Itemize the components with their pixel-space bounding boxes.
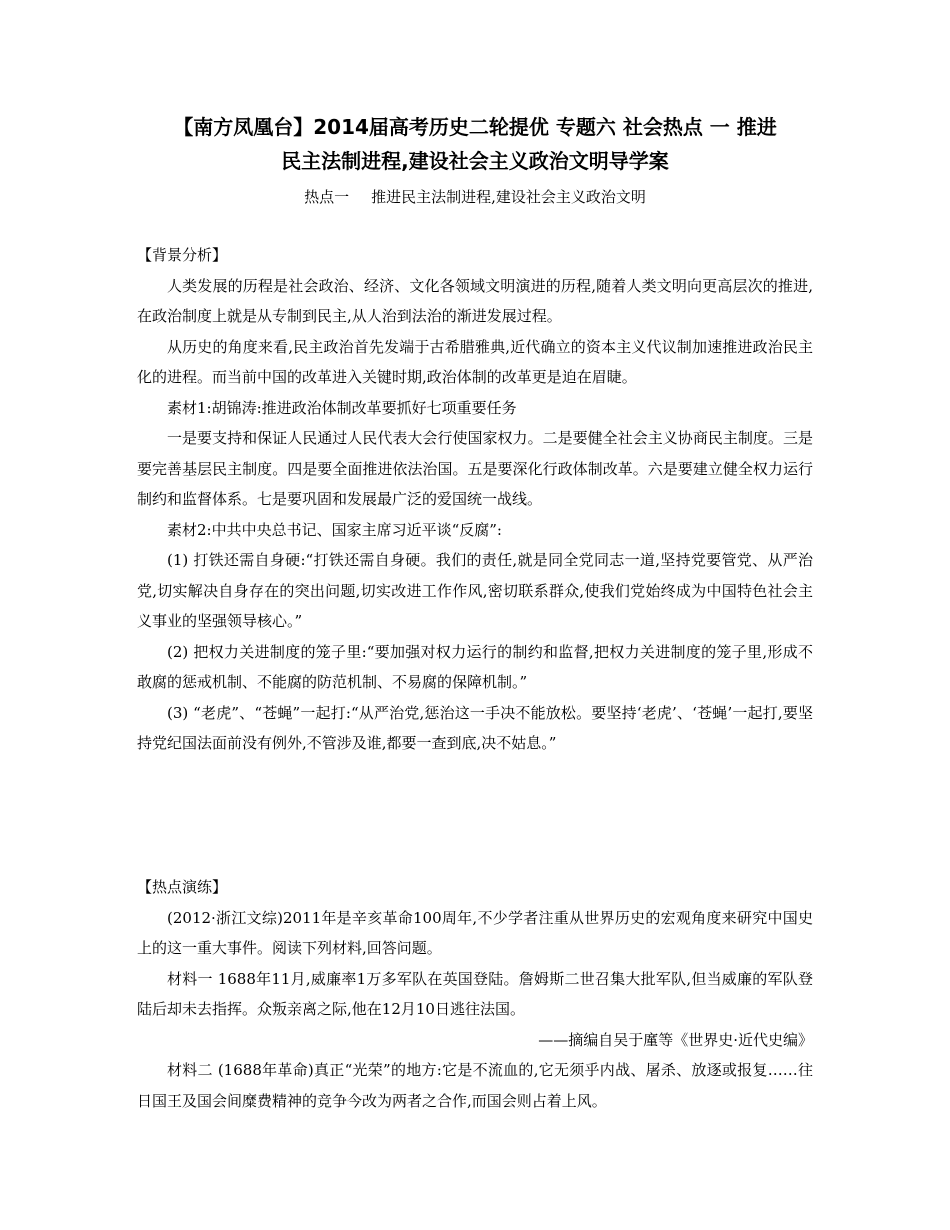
quote-item: (3) “老虎”、“苍蝇”一起打:“从严治党,惩治这一手决不能放松。要坚持‘老虎’、‘苍蝇’一起打,要坚持党纪国法面前没有例外,不管涉及谁,都要一查到底,决不姑息。” <box>137 703 813 752</box>
document-title-line-2: 民主法制进程,建设社会主义政治文明导学案 <box>281 149 669 173</box>
practice-material-2: 材料二 (1688年革命)真正“光荣”的地方:它是不流血的,它无须乎内战、屠杀、放逐或报复……往日国王及国会间糜费精神的竞争今改为两者之合作,而国会则占着上风。 <box>137 1061 813 1110</box>
background-section <box>137 240 813 759</box>
practice-material-1: 材料一 1688年11月,威廉率1万多军队在英国登陆。詹姆斯二世召集大批军队,但当威廉的军队登陆后却未去指挥。众叛亲离之际,他在12月10日逃往法国。 <box>137 969 813 1018</box>
document-title-line-1: 【南方凤凰台】2014届高考历史二轮提优 专题六 社会热点 一 推进 <box>173 115 777 139</box>
quote-item: (1) 打铁还需自身硬:“打铁还需自身硬。我们的责任,就是同全党同志一道,坚持党要管党、从严治党,切实解决自身存在的突出问题,切实改进工作作风,密切联系群众,使我们党始终成为中国特色社会主义事业的坚强领导核心。” <box>137 551 813 630</box>
hotspot-subtitle <box>110 187 840 207</box>
background-paragraph: 人类发展的历程是社会政治、经济、文化各领域文明演进的历程,随着人类文明向更高层次的推进,在政治制度上就是从专制到民主,从人治到法治的渐进发展过程。 <box>137 276 813 325</box>
practice-heading: 【热点演练】 <box>137 878 228 896</box>
hotspot-text: 推进民主法制进程,建设社会主义政治文明 <box>371 188 646 206</box>
material-1-title: 素材1:胡锦涛:推进政治体制改革要抓好七项重要任务 <box>167 398 517 417</box>
quote-item: (2) 把权力关进制度的笼子里:“要加强对权力运行的制约和监督,把权力关进制度的笼子里,形成不敢腐的惩戒机制、不能腐的防范机制、不易腐的保障机制。” <box>137 642 813 691</box>
practice-section <box>137 872 813 1116</box>
hotspot-label: 热点一 <box>304 188 350 206</box>
material-1-source: ——摘编自吴于廑等《世界史·近代史编》 <box>538 1030 813 1049</box>
background-paragraph: 从历史的角度来看,民主政治首先发端于古希腊雅典,近代确立的资本主义代议制加速推进政治民主化的进程。而当前中国的改革进入关键时期,政治体制的改革更是迫在眉睫。 <box>137 337 813 386</box>
background-heading: 【背景分析】 <box>137 246 228 264</box>
practice-intro: (2012·浙江文综)2011年是辛亥革命100周年,不少学者注重从世界历史的宏观角度来研究中国史上的这一重大事件。阅读下列材料,回答问题。 <box>137 908 813 957</box>
material-1-body: 一是要支持和保证人民通过人民代表大会行使国家权力。二是要健全社会主义协商民主制度。三是要完善基层民主制度。四是要全面推进依法治国。五是要深化行政体制改革。六是要建立健全权力运行制约和监督体系。七是要巩固和发展最广泛的爱国统一战线。 <box>137 429 813 508</box>
material-2-title: 素材2:中共中央总书记、国家主席习近平谈“反腐”: <box>167 520 502 539</box>
